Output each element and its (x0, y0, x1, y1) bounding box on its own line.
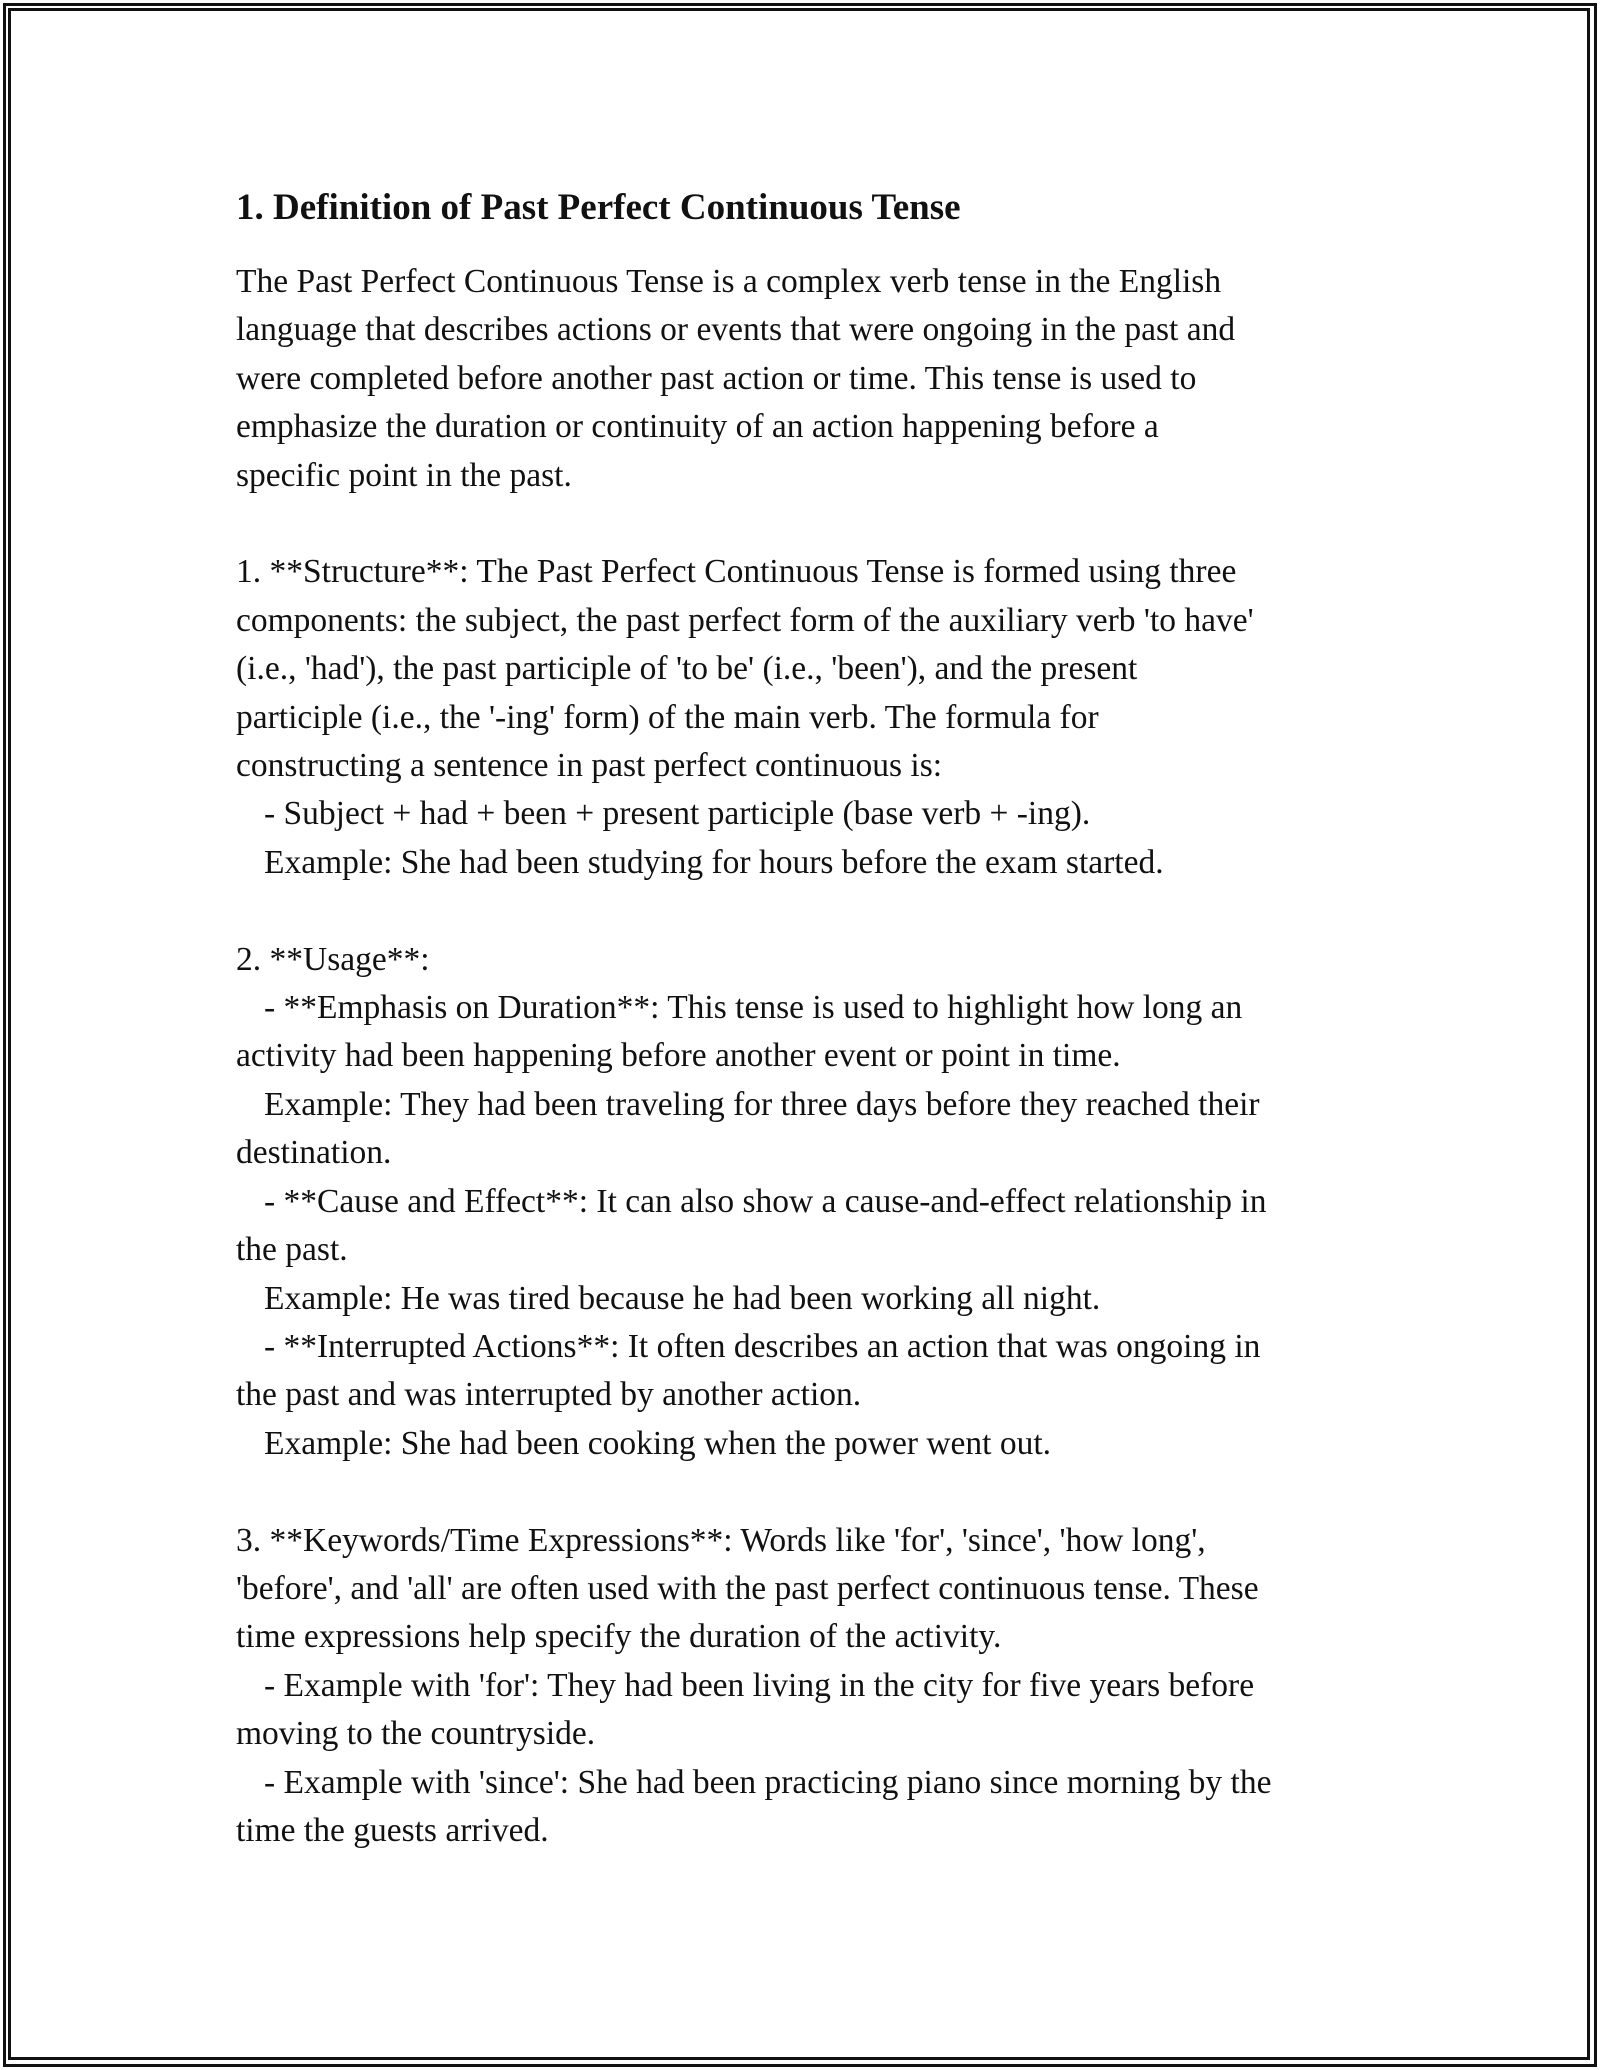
blank-line (236, 887, 1376, 935)
text-line: 2. **Usage**: (236, 940, 430, 978)
text-line: components: the subject, the past perfect form of the auxiliary verb 'to have' (236, 601, 1254, 639)
text-line: 3. **Keywords/Time Expressions**: Words like 'for', 'since', 'how long', (236, 1521, 1206, 1559)
text-line: Example: She had been studying for hours before the exam started. (264, 843, 1164, 881)
text-line: emphasize the duration or continuity of an action happening before a (236, 408, 1159, 446)
document-content (236, 186, 1376, 1855)
text-line: activity had been happening before another event or point in time. (236, 1037, 1121, 1075)
text-line: participle (i.e., the '-ing' form) of the main verb. The formula for (236, 698, 1099, 736)
text-line: destination. (236, 1134, 392, 1172)
text-line: time the guests arrived. (236, 1811, 549, 1849)
text-line: - Example with 'since': She had been practicing piano since morning by the (264, 1763, 1272, 1801)
blank-line (236, 1468, 1376, 1516)
text-line: The Past Perfect Continuous Tense is a complex verb tense in the English (236, 263, 1222, 300)
text-line: the past and was interrupted by another action. (236, 1376, 862, 1414)
text-line: - **Interrupted Actions**: It often describes an action that was ongoing in (264, 1327, 1261, 1365)
text-line: Example: She had been cooking when the power went out. (264, 1424, 1052, 1462)
text-line: language that describes actions or events that were ongoing in the past and (236, 311, 1236, 349)
text-line: Example: He was tired because he had been working all night. (264, 1279, 1101, 1317)
document-title: 1. Definition of Past Perfect Continuous Tense (236, 187, 961, 228)
text-line: time expressions help specify the duration of the activity. (236, 1618, 1002, 1656)
text-line: - Subject + had + been + present participle (base verb + -ing). (264, 795, 1091, 833)
text-line: 1. **Structure**: The Past Perfect Continuous Tense is formed using three (236, 553, 1237, 591)
text-line: - **Emphasis on Duration**: This tense is used to highlight how long an (264, 989, 1243, 1027)
blank-line (236, 500, 1376, 548)
text-line: moving to the countryside. (236, 1715, 596, 1753)
text-line: specific point in the past. (236, 456, 572, 494)
document-body (236, 258, 1376, 1855)
text-line: the past. (236, 1231, 348, 1269)
text-line: were completed before another past action or time. This tense is used to (236, 359, 1197, 397)
text-line: - **Cause and Effect**: It can also show a cause-and-effect relationship in (264, 1182, 1267, 1220)
text-line: 'before', and 'all' are often used with the past perfect continuous tense. These (236, 1569, 1259, 1607)
text-line: Example: They had been traveling for three days before they reached their (264, 1085, 1260, 1123)
text-line: constructing a sentence in past perfect continuous is: (236, 747, 943, 785)
text-line: (i.e., 'had'), the past participle of 'to be' (i.e., 'been'), and the present (236, 650, 1138, 688)
text-line: - Example with 'for': They had been living in the city for five years before (264, 1666, 1255, 1704)
